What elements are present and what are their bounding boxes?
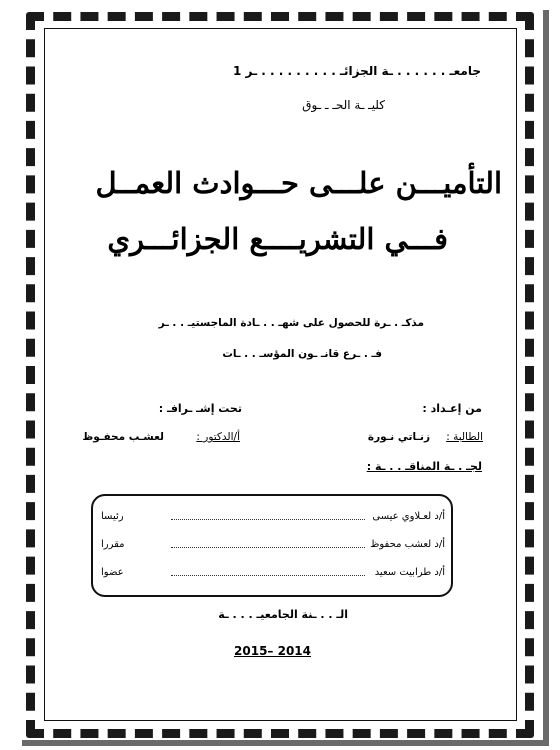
dotted-leader [171, 519, 365, 520]
academic-year-label: الـ . . ـنة الجامعيـ . . . ـة [218, 608, 348, 621]
title-line-2: فـــي التشريــــع الجزائـــري [107, 222, 448, 256]
supervision-label: تحت إشـ ـرافـ : [158, 402, 242, 415]
dotted-leader [171, 575, 365, 576]
student-name: زنـاتي نـورة [367, 431, 430, 443]
faculty-name: كليـ ـة الحـ ـ ـوق [302, 98, 385, 112]
committee-member-row [101, 567, 445, 585]
student-label: الطالبة : [446, 431, 483, 443]
member-role: رئيسا [101, 511, 124, 522]
page-shadow-right [543, 10, 549, 746]
member-role: مقررا [101, 539, 125, 550]
committee-heading: لجـ . ـة المناقـ . . ـة : [366, 460, 482, 473]
member-name: أ/د لعشب محفوظ [370, 539, 445, 550]
thesis-branch: فـ . ـرع قانـ ـون المؤسـ . . ـات [222, 348, 382, 360]
academic-years: 2015– 2014 [234, 644, 311, 658]
committee-box [91, 494, 453, 597]
thesis-degree: مذكـ . ـرة للحصول على شهـ . . ـادة الماجستيـ . . ـر [158, 317, 424, 329]
page-shadow-bottom [22, 740, 549, 746]
member-name: أ/د لعـلاوي عيسى [372, 511, 445, 522]
committee-member-row [101, 539, 445, 557]
prepared-by-label: من إعـداد : [422, 402, 482, 415]
supervisor-title: أ/الدكتور : [196, 431, 240, 443]
supervisor-name: لعشـب محفـوظ [82, 431, 164, 443]
dotted-leader [171, 547, 365, 548]
university-name: جامعـ . . . . . . ـة الجزائـ . . . . . . . . . ـر 1 [233, 64, 481, 78]
member-name: أ/د طرابيت سعيد [374, 567, 445, 578]
member-role: عضوا [101, 567, 124, 578]
title-line-1: التأميـــن علـــى حـــوادث العمــل [95, 166, 502, 200]
committee-member-row [101, 511, 445, 529]
